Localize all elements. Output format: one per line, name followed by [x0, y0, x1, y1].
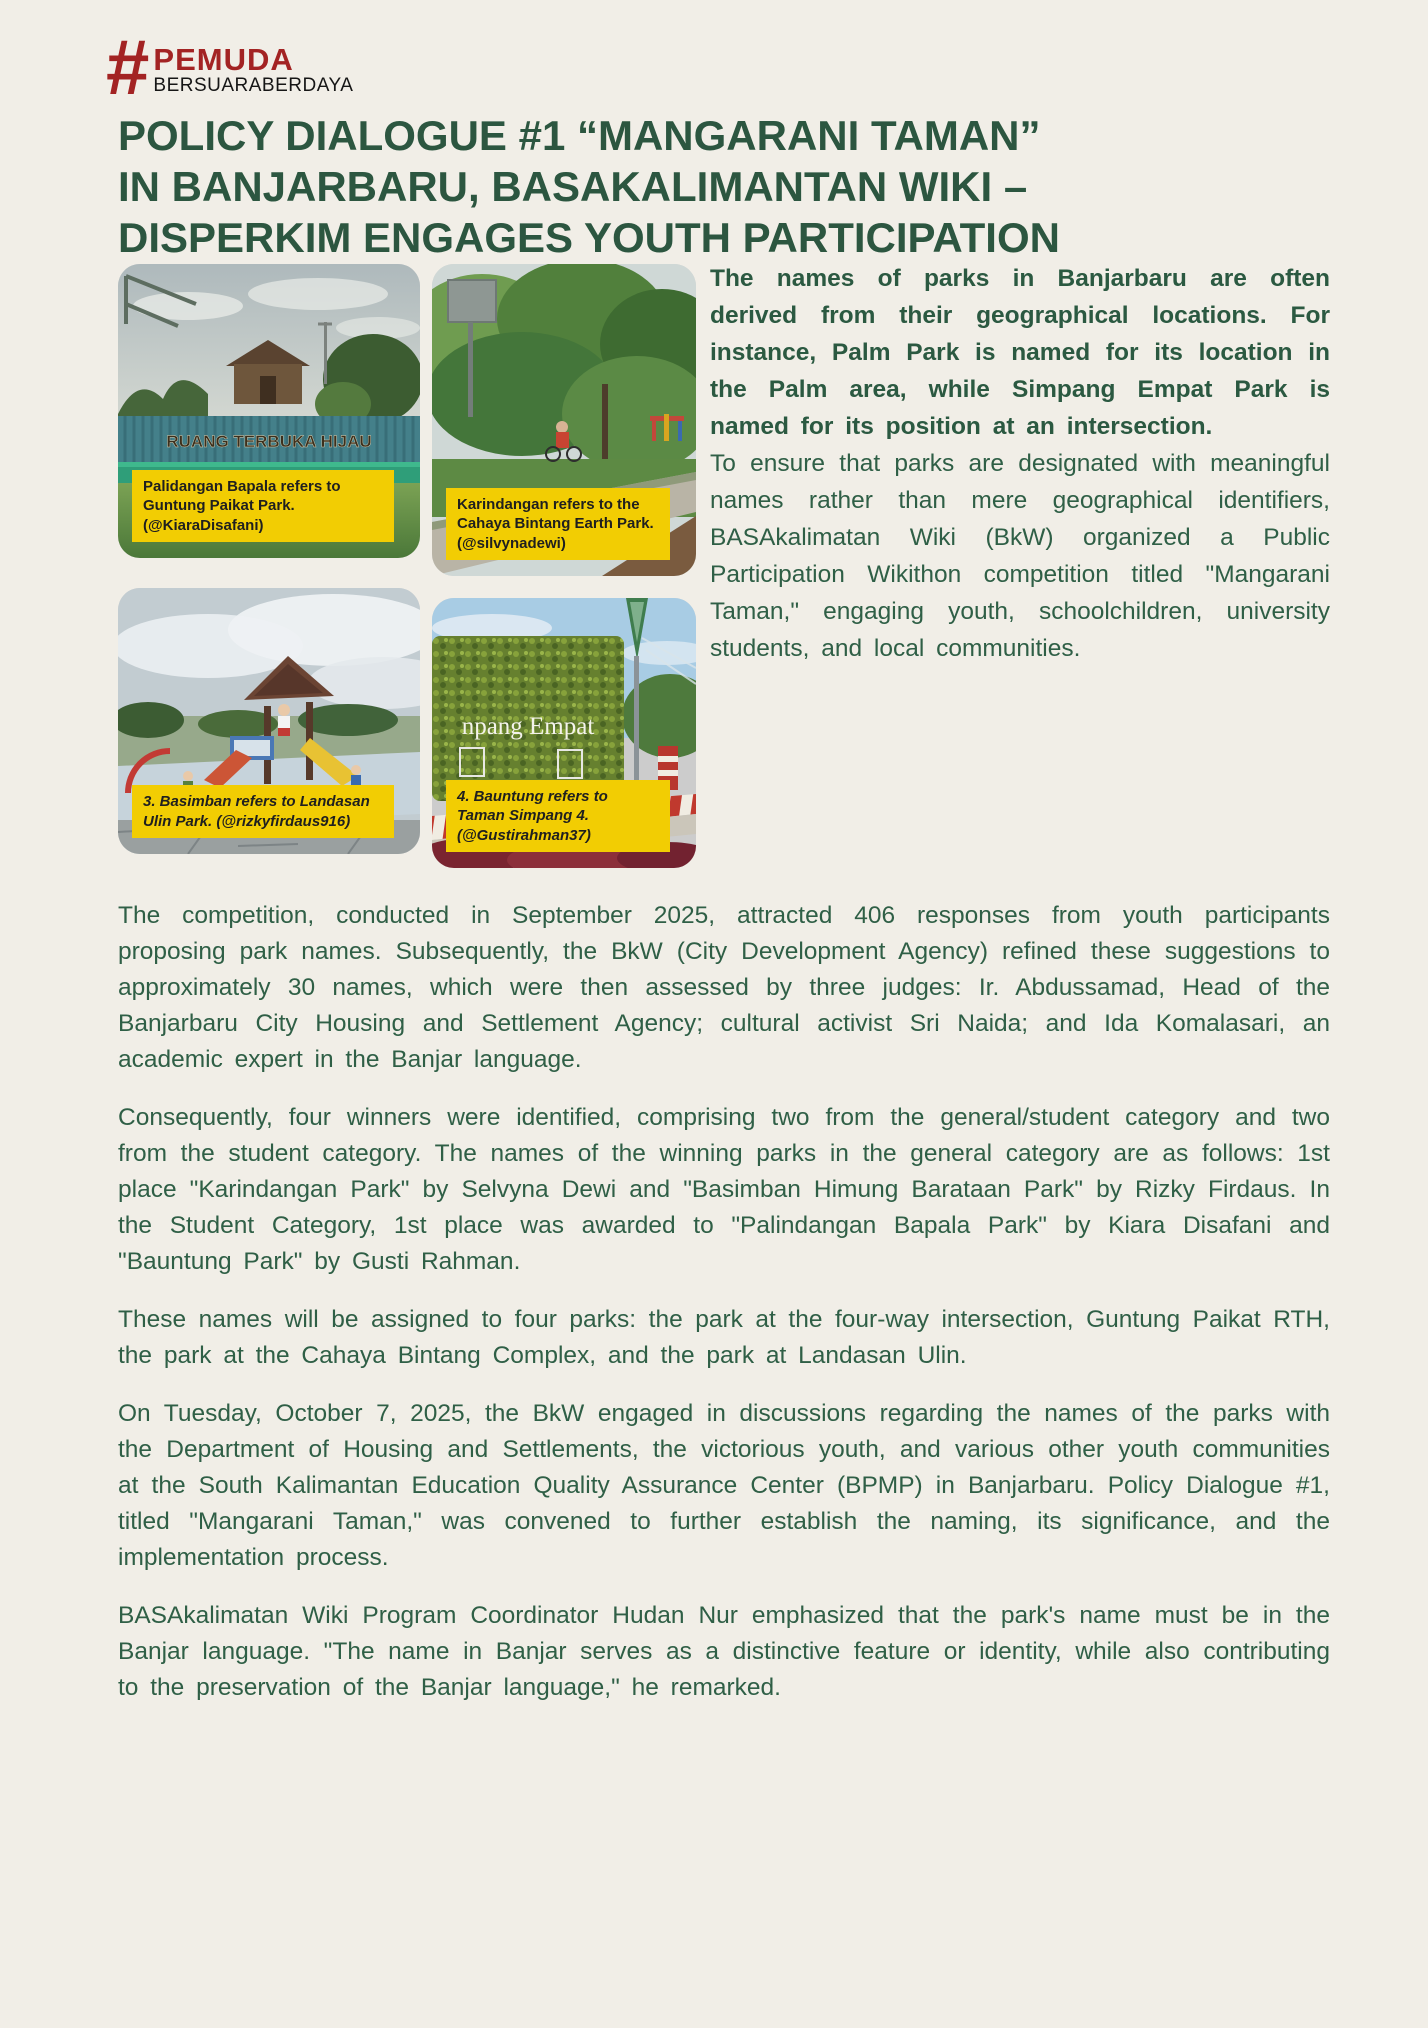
body-paragraph-4: On Tuesday, October 7, 2025, the BkW engaged in discussions regarding the names of the parks with the Department of Housing and Settlements, the victorious youth, and various other youth communities at the South Kalimantan Education Quality Assurance Center (BPMP) in Banjarbaru. Policy Dialogue #1, titled "Mangarani Taman," was convened to further establish the naming, its significance, and the implementation process.	[118, 1400, 1330, 1571]
article-title	[118, 110, 1060, 263]
ruang-terbuka-hijau-sign: RUANG TERBUKA HIJAU	[166, 432, 372, 451]
body-paragraph-3: These names will be assigned to four parks: the park at the four-way intersection, Guntung Paikat RTH, the park at the Cahaya Bintang Complex, and the park at Landasan Ulin.	[118, 1306, 1330, 1369]
lamp-post	[634, 656, 639, 786]
brand-text	[153, 38, 353, 96]
park-photo-bauntung	[432, 598, 696, 868]
body-paragraph-2: Consequently, four winners were identified, comprising two from the general/student category and two from the student category. The names of the winning parks in the general category are as follows: 1st place "Karindangan Park" by Selvyna Dewi and "Basimban Himung Barataan Park" by Rizky Firdaus. In the Student Category, 1st place was awarded to "Palindangan Bapala Park" by Kiara Disafani and "Bauntung Park" by Gusti Rahman.	[118, 1104, 1330, 1275]
body-paragraph-5: BASAkalimatan Wiki Program Coordinator Hudan Nur emphasized that the park's name must be in the Banjar language. "The name in Banjar serves as a distinctive feature or identity, while also contributing to the preservation of the Banjar language," he remarked.	[118, 1602, 1330, 1701]
brand-logo	[106, 23, 354, 111]
title-line-2: IN BANJARBARU, BASAKALIMANTAN WIKI –	[118, 163, 1028, 210]
photo-caption: 3. Basimban refers to Landasan Ulin Park. (@rizkyfirdaus916)	[132, 785, 394, 838]
brand-name: PEMUDA	[153, 41, 294, 77]
intro-paragraph: To ensure that parks are designated with meaningful names rather than mere geographical identifiers, BASAkalimatan Wiki (BkW) organized a Public Participation Wikithon competition titled "Mangarani Taman," engaging youth, schoolchildren, university students, and local communities.	[710, 450, 1330, 662]
title-line-3: DISPERKIM ENGAGES YOUTH PARTICIPATION	[118, 214, 1060, 261]
cyclist	[556, 421, 568, 433]
photo-grid	[118, 264, 696, 874]
hashtag-icon: #	[106, 23, 146, 111]
article-body	[118, 898, 1330, 1728]
sign-board	[448, 280, 496, 322]
park-photo-karindangan	[432, 264, 696, 576]
park-photo-palidangan-bapala	[118, 264, 420, 558]
brand-tagline: BERSUARABERDAYA	[153, 75, 354, 97]
photo-caption: Palidangan Bapala refers to Guntung Paikat Park. (@KiaraDisafani)	[132, 470, 394, 543]
intro-column	[710, 260, 1330, 667]
intro-paragraph-bold: The names of parks in Banjarbaru are often derived from their geographical locations. For instance, Palm Park is named for its location in the Palm area, while Simpang Empat Park is named for its position at an intersection.	[710, 265, 1330, 440]
simpang-empat-hedge-sign: npang Empat	[461, 713, 595, 740]
park-photo-basimban	[118, 588, 420, 854]
photo-caption: Karindangan refers to the Cahaya Bintang Earth Park. (@silvynadewi)	[446, 488, 670, 561]
photo-caption: 4. Bauntung refers to Taman Simpang 4. (@Gustirahman37)	[446, 780, 670, 853]
body-paragraph-1: The competition, conducted in September 2025, attracted 406 responses from youth participants proposing park names. Subsequently, the BkW (City Development Agency) refined these suggestions to approximately 30 names, which were then assessed by three judges: Ir. Abdussamad, Head of the Banjarbaru City Housing and Settlement Agency; cultural activist Sri Naida; and Ida Komalasari, an academic expert in the Banjar language.	[118, 902, 1330, 1073]
title-line-1: POLICY DIALOGUE #1 “MANGARANI TAMAN”	[118, 112, 1041, 159]
